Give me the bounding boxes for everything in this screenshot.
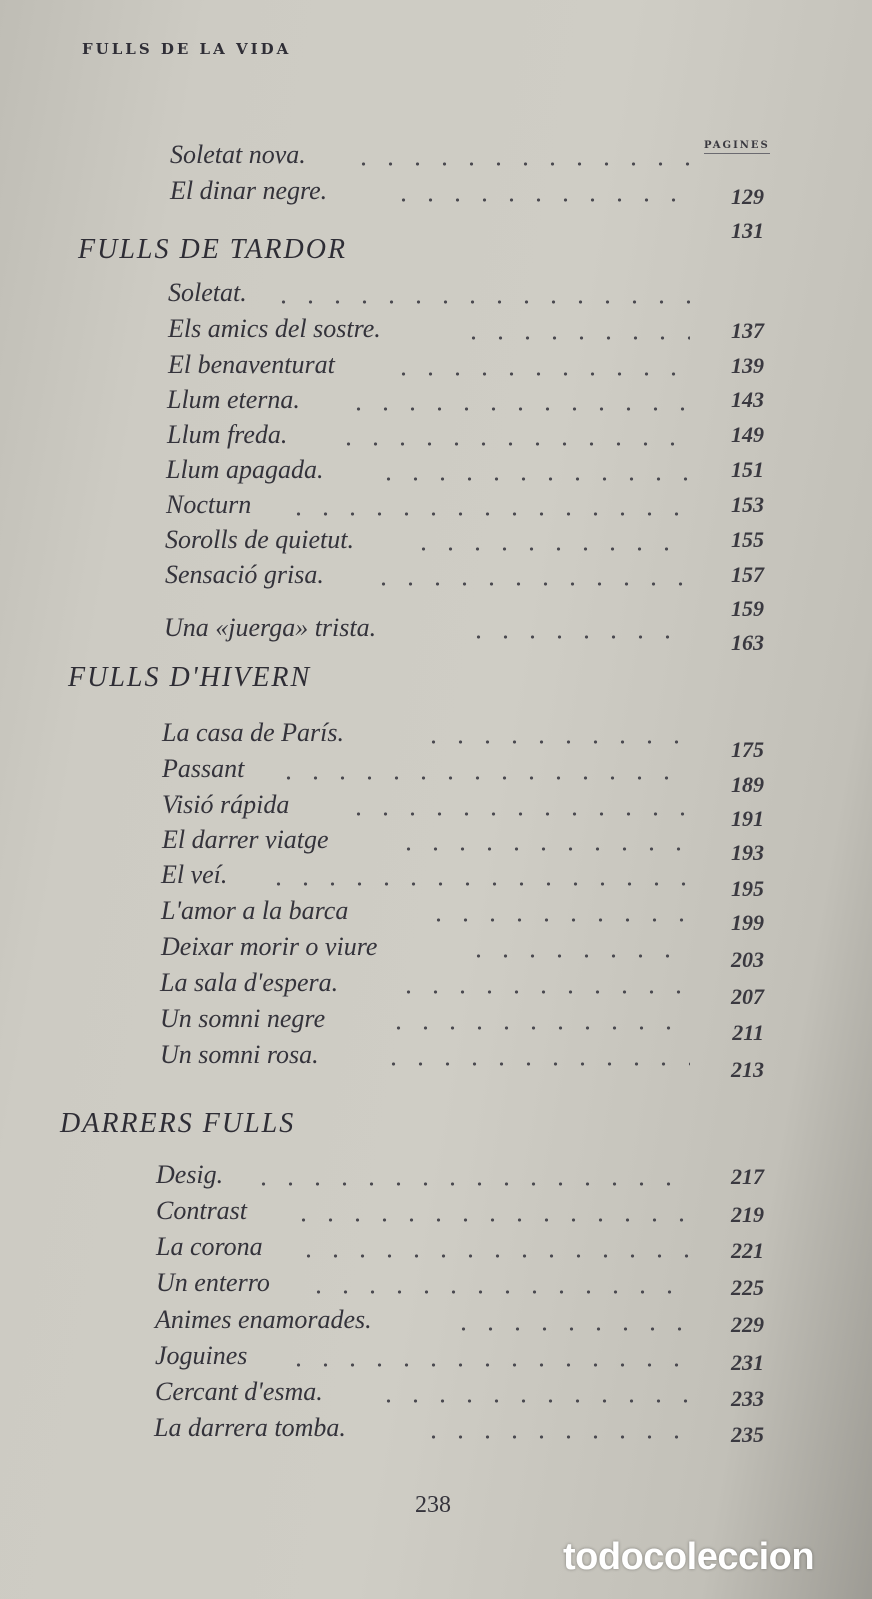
- toc-entry: [0, 613, 872, 655]
- toc-entry: [0, 718, 872, 762]
- entry-page-number: 233: [731, 1386, 764, 1411]
- entry-page-number: 163: [731, 630, 764, 655]
- entry-title: Visió rápida: [162, 790, 290, 819]
- entry-title: La sala d'espera.: [160, 968, 339, 997]
- toc-entry: [0, 860, 872, 901]
- entry-page-number: 143: [731, 387, 764, 412]
- running-head: FULLS DE LA VIDA: [82, 40, 292, 58]
- page-number: 238: [415, 1492, 451, 1518]
- toc-entry: [0, 1413, 872, 1447]
- entry-page-number: 129: [731, 184, 764, 209]
- toc-entry: [0, 490, 872, 524]
- dot-leader: [450, 1327, 690, 1331]
- entry-title: Soletat.: [168, 278, 247, 307]
- toc-entry: [0, 1268, 872, 1302]
- dot-leader: [395, 847, 690, 851]
- entry-page-number: 139: [731, 353, 764, 378]
- entry-title: Sorolls de quietut.: [165, 525, 354, 554]
- dot-leader: [420, 740, 690, 744]
- dot-leader: [375, 1399, 690, 1403]
- entry-page-number: 155: [731, 527, 764, 552]
- entry-title: Soletat nova.: [170, 140, 306, 169]
- dot-leader: [465, 635, 690, 639]
- toc-entry: [0, 560, 872, 594]
- entry-title: El benaventurat: [168, 350, 335, 379]
- entry-title: Un enterro: [156, 1268, 270, 1297]
- toc-entry: [0, 350, 872, 384]
- toc-entry: [0, 968, 872, 1009]
- dot-leader: [290, 1218, 690, 1222]
- dot-leader: [390, 372, 690, 376]
- dot-leader: [285, 512, 690, 516]
- entry-page-number: 231: [731, 1350, 764, 1375]
- entry-title: Un somni negre: [160, 1004, 326, 1033]
- toc-entry: [0, 1160, 872, 1194]
- watermark-logo: todocoleccion: [563, 1536, 815, 1578]
- entry-page-number: 211: [732, 1020, 764, 1045]
- entry-title: Joguines: [155, 1341, 248, 1370]
- entry-title: Desig.: [156, 1160, 224, 1189]
- dot-leader: [375, 477, 690, 481]
- toc-entry: [0, 1040, 872, 1082]
- entry-title: Un somni rosa.: [160, 1040, 319, 1069]
- section-heading: DARRERS FULLS: [60, 1108, 296, 1139]
- entry-page-number: 207: [731, 984, 764, 1009]
- dot-leader: [295, 1254, 690, 1258]
- toc-entry: [0, 385, 872, 419]
- entry-title: El veí.: [161, 860, 228, 889]
- dot-leader: [250, 1182, 690, 1186]
- entry-title: El dinar negre.: [170, 176, 328, 205]
- entry-title: Llum freda.: [167, 420, 288, 449]
- dot-leader: [275, 776, 690, 780]
- dot-leader: [420, 1435, 690, 1439]
- toc-entry: [0, 140, 872, 174]
- toc-entry: [0, 278, 872, 312]
- entry-title: Contrast: [156, 1196, 248, 1225]
- entry-title: Llum eterna.: [167, 385, 300, 414]
- dot-leader: [380, 1062, 690, 1066]
- toc-entry: [0, 1305, 872, 1339]
- entry-page-number: 153: [731, 492, 764, 517]
- entry-page-number: 217: [731, 1164, 764, 1189]
- dot-leader: [285, 1363, 690, 1367]
- entry-page-number: 137: [731, 318, 764, 343]
- entry-title: L'amor a la barca: [161, 896, 349, 925]
- toc-entry: [0, 932, 872, 972]
- entry-title: La corona: [156, 1232, 263, 1261]
- dot-leader: [270, 300, 690, 304]
- dot-leader: [370, 582, 690, 586]
- entry-title: Nocturn: [166, 490, 252, 519]
- toc-entry: [0, 1196, 872, 1230]
- entry-title: El darrer viatge: [162, 825, 329, 854]
- entry-title: La casa de París.: [162, 718, 344, 747]
- toc-entry: [0, 790, 872, 831]
- entry-title: Cercant d'esma.: [155, 1377, 323, 1406]
- section-heading: FULLS DE TARDOR: [78, 234, 348, 265]
- entry-page-number: 203: [731, 947, 764, 972]
- dot-leader: [335, 442, 690, 446]
- toc-entry: [0, 455, 872, 489]
- dot-leader: [305, 1290, 690, 1294]
- entry-page-number: 189: [731, 772, 764, 797]
- entry-page-number: 191: [731, 806, 764, 831]
- entry-page-number: 157: [731, 562, 764, 587]
- dot-leader: [425, 918, 690, 922]
- entry-page-number: 149: [731, 422, 764, 447]
- entry-page-number: 219: [731, 1202, 764, 1227]
- dot-leader: [390, 198, 690, 202]
- entry-title: Deixar morir o viure: [161, 932, 378, 961]
- section-heading: FULLS D'HIVERN: [68, 662, 312, 693]
- pages-column-heading: PAGINES: [704, 140, 770, 154]
- toc-entry: [0, 1004, 872, 1045]
- entry-page-number: 175: [731, 737, 764, 762]
- toc-entry: [0, 420, 872, 454]
- entry-title: Llum apagada.: [166, 455, 324, 484]
- toc-entry: [0, 896, 872, 935]
- entry-title: La darrera tomba.: [154, 1413, 346, 1442]
- entry-title: Passant: [162, 754, 245, 783]
- entry-page-number: 235: [731, 1422, 764, 1447]
- dot-leader: [345, 407, 690, 411]
- toc-entry: [0, 314, 872, 348]
- dot-leader: [460, 336, 690, 340]
- dot-leader: [265, 882, 690, 886]
- entry-page-number: 221: [731, 1238, 764, 1263]
- toc-entry: [0, 825, 872, 865]
- entry-page-number: 199: [731, 910, 764, 935]
- dot-leader: [385, 1026, 690, 1030]
- entry-title: Animes enamorades.: [155, 1305, 372, 1334]
- toc-entry: [0, 1341, 872, 1375]
- entry-title: Sensació grisa.: [165, 560, 324, 589]
- dot-leader: [345, 812, 690, 816]
- entry-page-number: 131: [731, 218, 764, 243]
- entry-page-number: 229: [731, 1312, 764, 1337]
- dot-leader: [395, 990, 690, 994]
- entry-page-number: 195: [731, 876, 764, 901]
- toc-entry: [0, 525, 872, 559]
- entry-page-number: 193: [731, 840, 764, 865]
- toc-entry: [0, 1232, 872, 1266]
- dot-leader: [465, 954, 690, 958]
- entry-title: Una «juerga» trista.: [164, 613, 377, 642]
- toc-entry: [0, 754, 872, 797]
- toc-entry: [0, 1377, 872, 1411]
- dot-leader: [410, 547, 690, 551]
- dot-leader: [350, 162, 690, 166]
- entry-page-number: 151: [731, 457, 764, 482]
- toc-entry: [0, 176, 872, 210]
- entry-page-number: 159: [731, 596, 764, 621]
- entry-page-number: 213: [731, 1057, 764, 1082]
- entry-title: Els amics del sostre.: [168, 314, 381, 343]
- entry-page-number: 225: [731, 1275, 764, 1300]
